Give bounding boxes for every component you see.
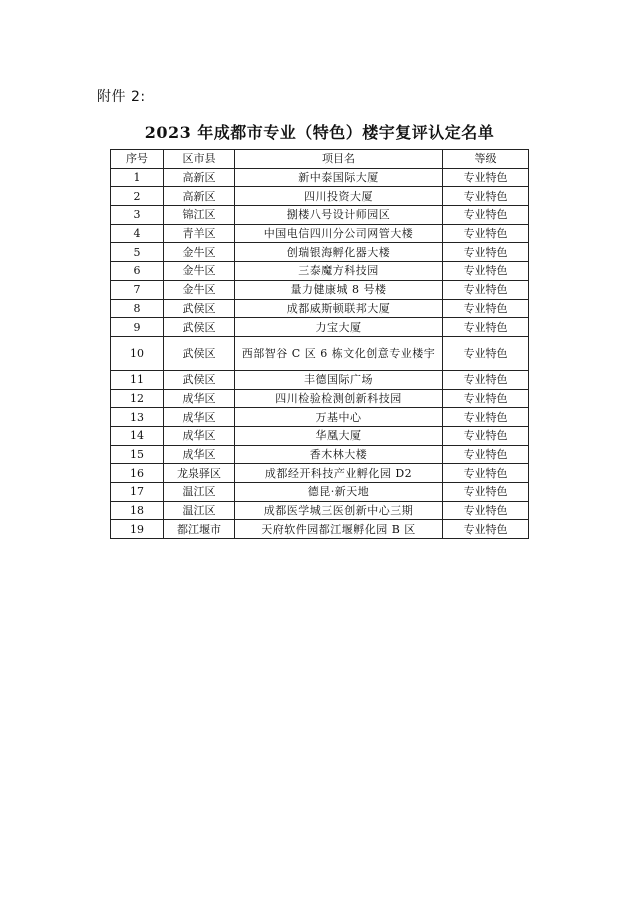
cell-project-name: 创瑞银海孵化器大楼 <box>235 243 443 262</box>
cell-serial-number: 12 <box>111 389 164 408</box>
cell-project-name: 捌楼八号设计师园区 <box>235 206 443 225</box>
table-row <box>111 520 529 539</box>
header-project-name: 项目名 <box>235 150 443 169</box>
cell-district: 武侯区 <box>164 318 235 337</box>
cell-project-name: 香木林大楼 <box>235 445 443 464</box>
cell-project-name: 量力健康城 8 号楼 <box>235 280 443 299</box>
table-row <box>111 243 529 262</box>
cell-district: 武侯区 <box>164 336 235 370</box>
cell-district: 金牛区 <box>164 243 235 262</box>
cell-project-name: 中国电信四川分公司网管大楼 <box>235 224 443 243</box>
cell-project-name: 成都经开科技产业孵化园 D2 <box>235 464 443 483</box>
cell-project-name: 华凰大厦 <box>235 426 443 445</box>
cell-level: 专业特色 <box>443 187 529 206</box>
cell-level: 专业特色 <box>443 336 529 370</box>
cell-district: 龙泉驿区 <box>164 464 235 483</box>
cell-serial-number: 11 <box>111 370 164 389</box>
cell-level: 专业特色 <box>443 501 529 520</box>
table-row <box>111 206 529 225</box>
cell-project-name: 四川投资大厦 <box>235 187 443 206</box>
cell-district: 成华区 <box>164 426 235 445</box>
table-row <box>111 464 529 483</box>
cell-level: 专业特色 <box>443 168 529 187</box>
table-row <box>111 426 529 445</box>
attachment-label: 附件 2: <box>97 89 146 105</box>
cell-district: 温江区 <box>164 483 235 502</box>
cell-level: 专业特色 <box>443 280 529 299</box>
cell-level: 专业特色 <box>443 464 529 483</box>
cell-project-name: 万基中心 <box>235 408 443 427</box>
cell-level: 专业特色 <box>443 299 529 318</box>
cell-project-name: 成都医学城三医创新中心三期 <box>235 501 443 520</box>
table-row <box>111 262 529 281</box>
cell-district: 温江区 <box>164 501 235 520</box>
cell-level: 专业特色 <box>443 408 529 427</box>
table-row <box>111 299 529 318</box>
table-row <box>111 389 529 408</box>
table-row <box>111 187 529 206</box>
cell-project-name: 三泰魔方科技园 <box>235 262 443 281</box>
cell-serial-number: 6 <box>111 262 164 281</box>
cell-level: 专业特色 <box>443 318 529 337</box>
table-row <box>111 501 529 520</box>
recognition-list-table <box>110 149 529 539</box>
cell-serial-number: 3 <box>111 206 164 225</box>
cell-project-name: 四川检验检测创新科技园 <box>235 389 443 408</box>
table-row <box>111 445 529 464</box>
header-serial-number: 序号 <box>111 150 164 169</box>
table-row <box>111 318 529 337</box>
cell-district: 都江堰市 <box>164 520 235 539</box>
cell-serial-number: 7 <box>111 280 164 299</box>
cell-level: 专业特色 <box>443 520 529 539</box>
cell-level: 专业特色 <box>443 243 529 262</box>
cell-serial-number: 2 <box>111 187 164 206</box>
cell-district: 成华区 <box>164 389 235 408</box>
cell-serial-number: 10 <box>111 336 164 370</box>
cell-project-name: 成都威斯顿联邦大厦 <box>235 299 443 318</box>
table-row <box>111 370 529 389</box>
table-header-row <box>111 150 529 169</box>
cell-project-name: 德昆·新天地 <box>235 483 443 502</box>
cell-district: 锦江区 <box>164 206 235 225</box>
cell-serial-number: 18 <box>111 501 164 520</box>
document-title: 2023 年成都市专业（特色）楼宇复评认定名单 <box>144 123 495 142</box>
header-district: 区市县 <box>164 150 235 169</box>
cell-project-name: 丰德国际广场 <box>235 370 443 389</box>
cell-serial-number: 16 <box>111 464 164 483</box>
cell-district: 金牛区 <box>164 262 235 281</box>
cell-serial-number: 1 <box>111 168 164 187</box>
cell-project-name: 新中泰国际大厦 <box>235 168 443 187</box>
table-row <box>111 336 529 370</box>
cell-district: 高新区 <box>164 168 235 187</box>
table-row <box>111 224 529 243</box>
cell-serial-number: 5 <box>111 243 164 262</box>
table-row <box>111 483 529 502</box>
cell-serial-number: 8 <box>111 299 164 318</box>
table-row <box>111 408 529 427</box>
cell-serial-number: 19 <box>111 520 164 539</box>
cell-district: 高新区 <box>164 187 235 206</box>
cell-level: 专业特色 <box>443 483 529 502</box>
cell-serial-number: 13 <box>111 408 164 427</box>
cell-serial-number: 17 <box>111 483 164 502</box>
table-row <box>111 168 529 187</box>
cell-project-name: 西部智谷 C 区 6 栋文化创意专业楼宇 <box>235 336 443 370</box>
cell-serial-number: 14 <box>111 426 164 445</box>
header-level: 等级 <box>443 150 529 169</box>
cell-level: 专业特色 <box>443 426 529 445</box>
cell-level: 专业特色 <box>443 206 529 225</box>
cell-district: 金牛区 <box>164 280 235 299</box>
cell-district: 武侯区 <box>164 370 235 389</box>
cell-district: 成华区 <box>164 408 235 427</box>
cell-district: 武侯区 <box>164 299 235 318</box>
cell-district: 青羊区 <box>164 224 235 243</box>
cell-district: 成华区 <box>164 445 235 464</box>
cell-level: 专业特色 <box>443 370 529 389</box>
cell-level: 专业特色 <box>443 262 529 281</box>
cell-level: 专业特色 <box>443 445 529 464</box>
cell-serial-number: 15 <box>111 445 164 464</box>
cell-level: 专业特色 <box>443 224 529 243</box>
cell-level: 专业特色 <box>443 389 529 408</box>
cell-serial-number: 9 <box>111 318 164 337</box>
cell-project-name: 力宝大厦 <box>235 318 443 337</box>
cell-project-name: 天府软件园都江堰孵化园 B 区 <box>235 520 443 539</box>
cell-serial-number: 4 <box>111 224 164 243</box>
table-row <box>111 280 529 299</box>
